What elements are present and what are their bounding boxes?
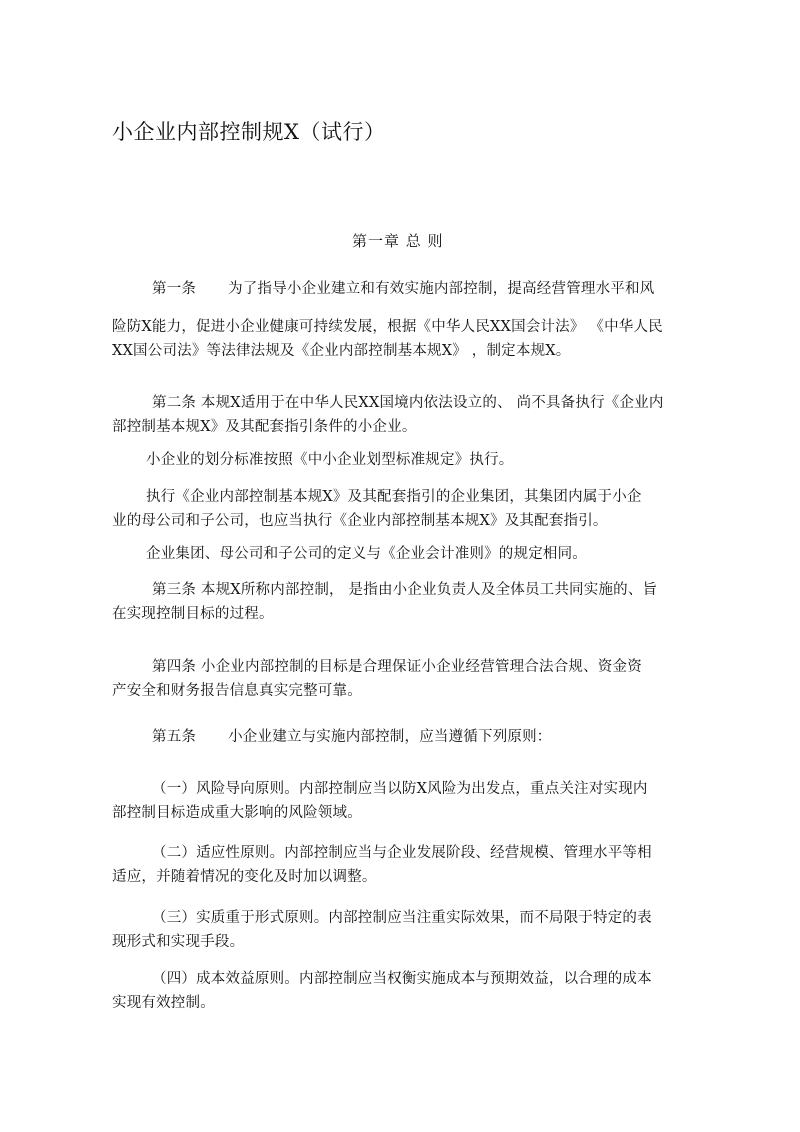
article-2-paragraph-3-line-1: 执行《企业内部控制基本规X》及其配套指引的企业集团，其集团内属于小企	[146, 489, 642, 505]
principle-4-line-2: 实现有效控制。	[112, 995, 215, 1011]
document-title: 小企业内部控制规X（试行）	[112, 120, 386, 144]
principle-1-line-2: 部控制目标造成重大影响的风险领域。	[112, 805, 362, 821]
principle-2-line-1: （二）适应性原则。内部控制应当与企业发展阶段、经营规模、管理水平等相	[152, 845, 652, 861]
article-1-line-3: XX国公司法》等法律法规及《企业内部控制基本规X》 ，制定本规X。	[112, 343, 571, 359]
principle-1-line-1: （一）风险导向原则。内部控制应当以防X风险为出发点，重点关注对实现内	[152, 781, 648, 797]
article-4-line-2: 产安全和财务报告信息真实完整可靠。	[112, 683, 362, 699]
article-2-paragraph-3-line-2: 业的母公司和子公司，也应当执行《企业内部控制基本规X》及其配套指引。	[112, 513, 608, 529]
principle-3-line-1: （三）实质重于形式原则。内部控制应当注重实际效果，而不局限于特定的表	[152, 910, 652, 926]
principle-2-line-2: 适应，并随着情况的变化及时加以调整。	[112, 869, 377, 885]
article-2-line-2: 部控制基本规X》及其配套指引条件的小企业。	[112, 419, 417, 435]
article-5-label: 第五条	[152, 729, 197, 745]
article-1-label: 第一条	[152, 281, 197, 297]
article-5-line	[152, 727, 552, 747]
article-2-line-1: 第二条 本规X适用于在中华人民XX国境内依法设立的、 尚不具备执行《企业内	[152, 395, 664, 411]
article-1-first-line	[152, 279, 654, 299]
principle-4-line-1: （四）成本效益原则。内部控制应当权衡实施成本与预期效益，以合理的成本	[152, 971, 652, 987]
article-2-paragraph-4: 企业集团、母公司和子公司的定义与《企业会计准则》的规定相同。	[146, 546, 587, 562]
article-3-line-2: 在实现控制目标的过程。	[112, 606, 274, 622]
article-5-text: 小企业建立与实施内部控制，应当遵循下列原则：	[228, 729, 552, 745]
article-1-line-2: 险防X能力，促进小企业健康可持续发展，根据《中华人民XX国会计法》 《中华人民	[112, 319, 663, 335]
chapter-heading: 第一章 总 则	[352, 232, 444, 250]
article-3-line-1: 第三条 本规X所称内部控制， 是指由小企业负责人及全体员工共同实施的、旨	[152, 582, 658, 598]
principle-3-line-2: 现形式和实现手段。	[112, 934, 245, 950]
article-2-paragraph-2: 小企业的划分标准按照《中小企业划型标准规定》执行。	[146, 452, 514, 468]
article-1-text: 为了指导小企业建立和有效实施内部控制，提高经营管理水平和风	[228, 281, 655, 297]
article-4-line-1: 第四条 小企业内部控制的目标是合理保证小企业经营管理合法合规、资金资	[152, 659, 642, 675]
